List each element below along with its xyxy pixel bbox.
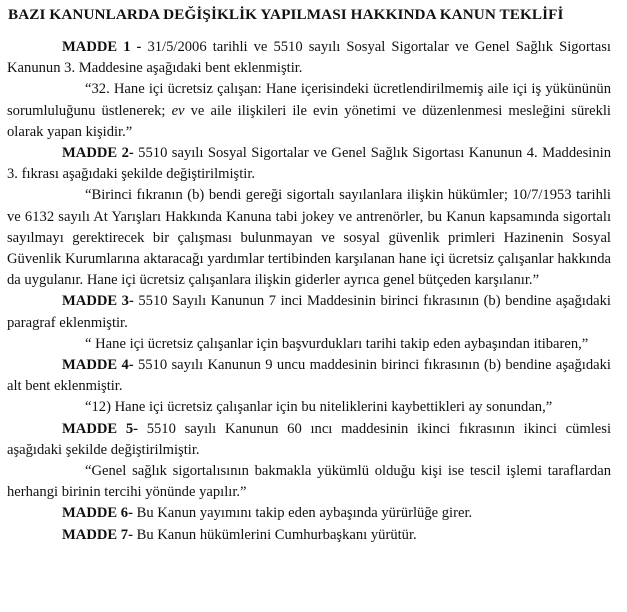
document-body xyxy=(7,37,611,546)
article-5-quote: “Genel sağlık sigortalısının bakmakla yükümlü olduğu kişi ise tescil işlemi taraflardan herhangi birinin tercihi yönünde yapılır.” xyxy=(7,463,611,501)
article-3 xyxy=(7,291,611,333)
article-label: MADDE 3- xyxy=(62,293,134,310)
article-5 xyxy=(7,419,611,461)
article-1 xyxy=(7,37,611,79)
article-3-quote: “ Hane içi ücretsiz çalışanlar için başvurdukları tarihi takip eden aybaşından itibaren,” xyxy=(85,335,589,352)
article-label: MADDE 6- xyxy=(62,505,133,522)
article-4-quote: “12) Hane içi ücretsiz çalışanlar için bu niteliklerini kaybettikleri ay sonundan,” xyxy=(85,399,553,416)
article-2 xyxy=(7,143,611,185)
article-1-quote xyxy=(7,79,611,143)
article-label: MADDE 1 - xyxy=(62,39,142,55)
article-label: MADDE 5- xyxy=(62,420,138,437)
quote-text: “32. Hane içi ücretsiz çalışan: Hane içerisindeki ücretlendirilmemiş aile içi iş yükününün sorumluluğunu üstlenerek; xyxy=(7,81,611,119)
article-label: MADDE 2- xyxy=(62,145,134,162)
article-text: 31/5/2006 tarihli ve 5510 sayılı Sosyal Sigortalar ve Genel Sağlık Sigortası Kanunun 3. Maddesine aşağıdaki bent eklenmiştir. xyxy=(7,39,611,77)
article-text: 5510 sayılı Sosyal Sigortalar ve Genel Sağlık Sigortası Kanunun 4. Maddesinin 3. fıkrası aşağıdaki şekilde değiştirilmiştir. xyxy=(7,145,611,183)
quote-text: ve aile ilişkileri ile evin yönetimi ve düzenlenmesi mesleğini sürekli olarak yapan kişidir.” xyxy=(7,102,611,140)
quote-italic-word: ev xyxy=(171,102,185,119)
article-7 xyxy=(7,525,611,546)
article-text: 5510 Sayılı Kanunun 7 inci Maddesinin birinci fıkrasının (b) bendine aşağıdaki paragraf eklenmiştir. xyxy=(7,293,611,331)
article-label: MADDE 7- xyxy=(62,526,133,543)
article-text: Bu Kanun yayımını takip eden aybaşında yürürlüğe girer. xyxy=(132,505,473,522)
article-2-quote: “Birinci fıkranın (b) bendi gereği sigortalı sayılanlara ilişkin hükümler; 10/7/1953 tarihli ve 6132 sayılı At Yarışları Hakkında Kanuna tabi jokey ve antrenörler, bu Kanun kapsamında sigortalı sayılmayı gerektirecek bir çalışması bulunmayan ve sosyal güvenlik primleri Hazinenin Sosyal Güvenlik Kurumlarına aktaracağı yardımlar tertibinden karşılanan hane içi ücretsiz çalışanlar hakkında da uygulanır. Hane içi ücretsiz çalışanlara ilişkin giderler ayrıca genel bütçeden karşılanır.” xyxy=(7,187,611,289)
article-text: 5510 sayılı Kanunun 60 ıncı maddesinin ikinci fıkrasının ikinci cümlesi aşağıdaki şekilde değiştirilmiştir. xyxy=(7,420,611,458)
article-6 xyxy=(7,503,611,524)
article-4 xyxy=(7,355,611,397)
article-text: 5510 sayılı Kanunun 9 uncu maddesinin birinci fıkrasının (b) bendine aşağıdaki alt bent eklenmiştir. xyxy=(7,357,611,395)
document-title: BAZI KANUNLARDA DEĞİŞİKLİK YAPILMASI HAKKINDA KANUN TEKLİFİ xyxy=(8,6,564,23)
article-text: Bu Kanun hükümlerini Cumhurbaşkanı yürütür. xyxy=(132,526,417,543)
article-label: MADDE 4- xyxy=(62,357,134,374)
